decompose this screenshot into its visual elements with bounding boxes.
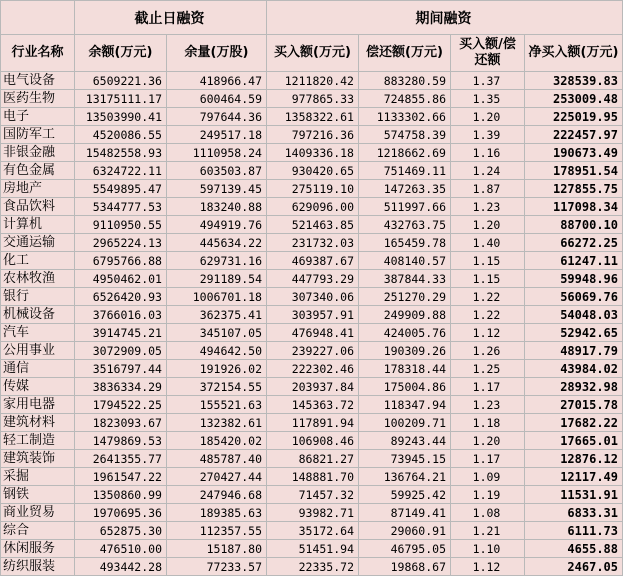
table-row <box>1 288 623 306</box>
group-header-balance: 截止日融资 <box>75 1 267 35</box>
cell-industry: 轻工制造 <box>1 432 75 450</box>
cell-balance-shares: 372154.55 <box>167 378 267 396</box>
cell-net-buy: 17682.22 <box>525 414 623 432</box>
cell-repay: 408140.57 <box>359 252 451 270</box>
cell-buy: 148881.70 <box>267 468 359 486</box>
table-row <box>1 432 623 450</box>
cell-ratio: 1.23 <box>451 396 525 414</box>
cell-net-buy: 56069.76 <box>525 288 623 306</box>
cell-repay: 1133302.66 <box>359 108 451 126</box>
cell-repay: 136764.21 <box>359 468 451 486</box>
col-header-balance-shares: 余量(万股) <box>167 35 267 72</box>
cell-buy: 231732.03 <box>267 234 359 252</box>
cell-buy: 222302.46 <box>267 360 359 378</box>
cell-buy: 71457.32 <box>267 486 359 504</box>
header-corner <box>1 1 75 35</box>
cell-industry: 休闲服务 <box>1 540 75 558</box>
cell-balance-amount: 6795766.88 <box>75 252 167 270</box>
col-header-net-buy: 净买入额(万元) <box>525 35 623 72</box>
cell-repay: 432763.75 <box>359 216 451 234</box>
cell-buy: 1409336.18 <box>267 144 359 162</box>
cell-repay: 724855.86 <box>359 90 451 108</box>
cell-buy: 35172.64 <box>267 522 359 540</box>
cell-balance-shares: 629731.16 <box>167 252 267 270</box>
cell-industry: 电气设备 <box>1 72 75 90</box>
cell-ratio: 1.09 <box>451 468 525 486</box>
cell-net-buy: 28932.98 <box>525 378 623 396</box>
cell-balance-amount: 2965224.13 <box>75 234 167 252</box>
table-row <box>1 108 623 126</box>
cell-repay: 165459.78 <box>359 234 451 252</box>
cell-ratio: 1.16 <box>451 144 525 162</box>
cell-industry: 交通运输 <box>1 234 75 252</box>
col-header-balance-amount: 余额(万元) <box>75 35 167 72</box>
cell-balance-amount: 1794522.25 <box>75 396 167 414</box>
cell-balance-shares: 155521.63 <box>167 396 267 414</box>
cell-balance-shares: 183240.88 <box>167 198 267 216</box>
cell-ratio: 1.23 <box>451 198 525 216</box>
cell-balance-amount: 1961547.22 <box>75 468 167 486</box>
cell-industry: 化工 <box>1 252 75 270</box>
cell-balance-amount: 493442.28 <box>75 558 167 576</box>
cell-balance-amount: 3914745.21 <box>75 324 167 342</box>
table-row <box>1 342 623 360</box>
cell-repay: 29060.91 <box>359 522 451 540</box>
cell-buy: 86821.27 <box>267 450 359 468</box>
cell-balance-shares: 600464.59 <box>167 90 267 108</box>
cell-net-buy: 253009.48 <box>525 90 623 108</box>
cell-industry: 电子 <box>1 108 75 126</box>
table-row <box>1 378 623 396</box>
table-row <box>1 216 623 234</box>
cell-net-buy: 2467.05 <box>525 558 623 576</box>
cell-balance-amount: 9110950.55 <box>75 216 167 234</box>
cell-repay: 387844.33 <box>359 270 451 288</box>
cell-industry: 钢铁 <box>1 486 75 504</box>
cell-ratio: 1.22 <box>451 288 525 306</box>
cell-buy: 106908.46 <box>267 432 359 450</box>
cell-repay: 19868.67 <box>359 558 451 576</box>
cell-net-buy: 6833.31 <box>525 504 623 522</box>
cell-balance-shares: 494642.50 <box>167 342 267 360</box>
cell-balance-shares: 291189.54 <box>167 270 267 288</box>
cell-balance-amount: 476510.00 <box>75 540 167 558</box>
cell-net-buy: 54048.03 <box>525 306 623 324</box>
cell-net-buy: 48917.79 <box>525 342 623 360</box>
cell-ratio: 1.22 <box>451 306 525 324</box>
table-row <box>1 270 623 288</box>
table-row <box>1 396 623 414</box>
cell-net-buy: 59948.96 <box>525 270 623 288</box>
cell-buy: 275119.10 <box>267 180 359 198</box>
cell-buy: 521463.85 <box>267 216 359 234</box>
cell-net-buy: 12117.49 <box>525 468 623 486</box>
table-row <box>1 72 623 90</box>
cell-balance-shares: 185420.02 <box>167 432 267 450</box>
cell-repay: 46795.05 <box>359 540 451 558</box>
cell-industry: 传媒 <box>1 378 75 396</box>
cell-balance-shares: 797644.36 <box>167 108 267 126</box>
cell-net-buy: 222457.97 <box>525 126 623 144</box>
cell-balance-amount: 6526420.93 <box>75 288 167 306</box>
column-header-row <box>1 35 623 72</box>
table-row <box>1 360 623 378</box>
cell-industry: 国防军工 <box>1 126 75 144</box>
table-row <box>1 180 623 198</box>
cell-ratio: 1.37 <box>451 72 525 90</box>
cell-net-buy: 190673.49 <box>525 144 623 162</box>
cell-buy: 1211820.42 <box>267 72 359 90</box>
cell-balance-shares: 494919.76 <box>167 216 267 234</box>
cell-repay: 147263.35 <box>359 180 451 198</box>
cell-buy: 145363.72 <box>267 396 359 414</box>
cell-industry: 建筑装饰 <box>1 450 75 468</box>
cell-buy: 117891.94 <box>267 414 359 432</box>
cell-repay: 89243.44 <box>359 432 451 450</box>
cell-industry: 公用事业 <box>1 342 75 360</box>
cell-buy: 303957.91 <box>267 306 359 324</box>
cell-repay: 175004.86 <box>359 378 451 396</box>
cell-balance-amount: 1350860.99 <box>75 486 167 504</box>
table-row <box>1 450 623 468</box>
cell-net-buy: 27015.78 <box>525 396 623 414</box>
cell-balance-shares: 249517.18 <box>167 126 267 144</box>
cell-net-buy: 12876.12 <box>525 450 623 468</box>
cell-repay: 249909.88 <box>359 306 451 324</box>
cell-balance-shares: 1006701.18 <box>167 288 267 306</box>
cell-repay: 574758.39 <box>359 126 451 144</box>
table-row <box>1 522 623 540</box>
cell-net-buy: 88700.10 <box>525 216 623 234</box>
cell-balance-amount: 1479869.53 <box>75 432 167 450</box>
cell-ratio: 1.19 <box>451 486 525 504</box>
cell-balance-shares: 445634.22 <box>167 234 267 252</box>
cell-industry: 汽车 <box>1 324 75 342</box>
table-row <box>1 198 623 216</box>
cell-buy: 977865.33 <box>267 90 359 108</box>
cell-buy: 307340.06 <box>267 288 359 306</box>
cell-net-buy: 66272.25 <box>525 234 623 252</box>
table-row <box>1 306 623 324</box>
cell-net-buy: 11531.91 <box>525 486 623 504</box>
cell-balance-shares: 247946.68 <box>167 486 267 504</box>
table-row <box>1 486 623 504</box>
cell-ratio: 1.26 <box>451 342 525 360</box>
cell-net-buy: 17665.01 <box>525 432 623 450</box>
cell-industry: 家用电器 <box>1 396 75 414</box>
cell-ratio: 1.17 <box>451 450 525 468</box>
table-row <box>1 162 623 180</box>
cell-ratio: 1.15 <box>451 270 525 288</box>
group-header-period: 期间融资 <box>267 1 623 35</box>
table-body <box>1 72 623 576</box>
cell-industry: 医药生物 <box>1 90 75 108</box>
cell-buy: 930420.65 <box>267 162 359 180</box>
cell-industry: 食品饮料 <box>1 198 75 216</box>
cell-balance-amount: 1970695.36 <box>75 504 167 522</box>
cell-ratio: 1.20 <box>451 216 525 234</box>
cell-repay: 59925.42 <box>359 486 451 504</box>
cell-net-buy: 4655.88 <box>525 540 623 558</box>
cell-ratio: 1.21 <box>451 522 525 540</box>
cell-repay: 511997.66 <box>359 198 451 216</box>
cell-balance-amount: 5344777.53 <box>75 198 167 216</box>
cell-repay: 883280.59 <box>359 72 451 90</box>
cell-net-buy: 52942.65 <box>525 324 623 342</box>
cell-buy: 629096.00 <box>267 198 359 216</box>
cell-repay: 1218662.69 <box>359 144 451 162</box>
cell-ratio: 1.24 <box>451 162 525 180</box>
cell-repay: 251270.29 <box>359 288 451 306</box>
table-row <box>1 144 623 162</box>
cell-buy: 51451.94 <box>267 540 359 558</box>
cell-ratio: 1.35 <box>451 90 525 108</box>
cell-balance-amount: 13175111.17 <box>75 90 167 108</box>
group-header-row <box>1 1 623 35</box>
cell-repay: 87149.41 <box>359 504 451 522</box>
cell-industry: 采掘 <box>1 468 75 486</box>
cell-industry: 通信 <box>1 360 75 378</box>
col-header-ratio: 买入额/偿还额 <box>451 35 525 72</box>
cell-industry: 机械设备 <box>1 306 75 324</box>
cell-industry: 银行 <box>1 288 75 306</box>
cell-ratio: 1.39 <box>451 126 525 144</box>
table-row <box>1 234 623 252</box>
table-row <box>1 540 623 558</box>
cell-balance-amount: 1823093.67 <box>75 414 167 432</box>
cell-industry: 纺织服装 <box>1 558 75 576</box>
cell-balance-amount: 13503990.41 <box>75 108 167 126</box>
cell-ratio: 1.12 <box>451 558 525 576</box>
cell-ratio: 1.15 <box>451 252 525 270</box>
cell-buy: 797216.36 <box>267 126 359 144</box>
cell-balance-amount: 3766016.03 <box>75 306 167 324</box>
cell-balance-shares: 345107.05 <box>167 324 267 342</box>
cell-ratio: 1.20 <box>451 108 525 126</box>
cell-balance-amount: 3836334.29 <box>75 378 167 396</box>
cell-balance-amount: 4950462.01 <box>75 270 167 288</box>
cell-net-buy: 61247.11 <box>525 252 623 270</box>
cell-industry: 有色金属 <box>1 162 75 180</box>
cell-balance-shares: 603503.87 <box>167 162 267 180</box>
cell-balance-shares: 191926.02 <box>167 360 267 378</box>
table-row <box>1 504 623 522</box>
table-row <box>1 324 623 342</box>
cell-balance-shares: 132382.61 <box>167 414 267 432</box>
table-row <box>1 90 623 108</box>
cell-balance-shares: 597139.45 <box>167 180 267 198</box>
cell-ratio: 1.12 <box>451 324 525 342</box>
cell-balance-amount: 6509221.36 <box>75 72 167 90</box>
cell-repay: 424005.76 <box>359 324 451 342</box>
cell-balance-amount: 6324722.11 <box>75 162 167 180</box>
table-row <box>1 126 623 144</box>
cell-balance-amount: 3072909.05 <box>75 342 167 360</box>
cell-net-buy: 127855.75 <box>525 180 623 198</box>
table-row <box>1 252 623 270</box>
cell-balance-amount: 652875.30 <box>75 522 167 540</box>
cell-ratio: 1.08 <box>451 504 525 522</box>
cell-repay: 73945.15 <box>359 450 451 468</box>
cell-balance-shares: 270427.44 <box>167 468 267 486</box>
cell-ratio: 1.20 <box>451 432 525 450</box>
cell-industry: 房地产 <box>1 180 75 198</box>
cell-repay: 190309.26 <box>359 342 451 360</box>
cell-balance-shares: 1110958.24 <box>167 144 267 162</box>
cell-buy: 22335.72 <box>267 558 359 576</box>
cell-net-buy: 225019.95 <box>525 108 623 126</box>
cell-ratio: 1.40 <box>451 234 525 252</box>
cell-balance-amount: 2641355.77 <box>75 450 167 468</box>
table-row <box>1 468 623 486</box>
cell-buy: 1358322.61 <box>267 108 359 126</box>
col-header-repay: 偿还额(万元) <box>359 35 451 72</box>
col-header-buy: 买入额(万元) <box>267 35 359 72</box>
cell-net-buy: 178951.54 <box>525 162 623 180</box>
cell-ratio: 1.10 <box>451 540 525 558</box>
cell-balance-shares: 15187.80 <box>167 540 267 558</box>
cell-balance-shares: 112357.55 <box>167 522 267 540</box>
cell-balance-amount: 5549895.47 <box>75 180 167 198</box>
cell-industry: 非银金融 <box>1 144 75 162</box>
cell-balance-shares: 418966.47 <box>167 72 267 90</box>
table-row <box>1 558 623 576</box>
cell-buy: 239227.06 <box>267 342 359 360</box>
cell-buy: 469387.67 <box>267 252 359 270</box>
cell-balance-shares: 485787.40 <box>167 450 267 468</box>
col-header-industry: 行业名称 <box>1 35 75 72</box>
cell-repay: 751469.11 <box>359 162 451 180</box>
cell-balance-amount: 4520086.55 <box>75 126 167 144</box>
cell-net-buy: 328539.83 <box>525 72 623 90</box>
cell-industry: 农林牧渔 <box>1 270 75 288</box>
cell-repay: 100209.71 <box>359 414 451 432</box>
cell-industry: 建筑材料 <box>1 414 75 432</box>
cell-balance-shares: 189385.63 <box>167 504 267 522</box>
cell-repay: 118347.94 <box>359 396 451 414</box>
cell-buy: 447793.29 <box>267 270 359 288</box>
cell-buy: 203937.84 <box>267 378 359 396</box>
cell-ratio: 1.17 <box>451 378 525 396</box>
cell-balance-shares: 362375.41 <box>167 306 267 324</box>
cell-net-buy: 6111.73 <box>525 522 623 540</box>
cell-industry: 计算机 <box>1 216 75 234</box>
cell-industry: 商业贸易 <box>1 504 75 522</box>
cell-buy: 476948.41 <box>267 324 359 342</box>
cell-industry: 综合 <box>1 522 75 540</box>
cell-balance-amount: 15482558.93 <box>75 144 167 162</box>
table-row <box>1 414 623 432</box>
cell-ratio: 1.18 <box>451 414 525 432</box>
cell-balance-shares: 77233.57 <box>167 558 267 576</box>
cell-balance-amount: 3516797.44 <box>75 360 167 378</box>
cell-ratio: 1.87 <box>451 180 525 198</box>
cell-ratio: 1.25 <box>451 360 525 378</box>
cell-net-buy: 43984.02 <box>525 360 623 378</box>
cell-net-buy: 117098.34 <box>525 198 623 216</box>
cell-buy: 93982.71 <box>267 504 359 522</box>
cell-repay: 178318.44 <box>359 360 451 378</box>
